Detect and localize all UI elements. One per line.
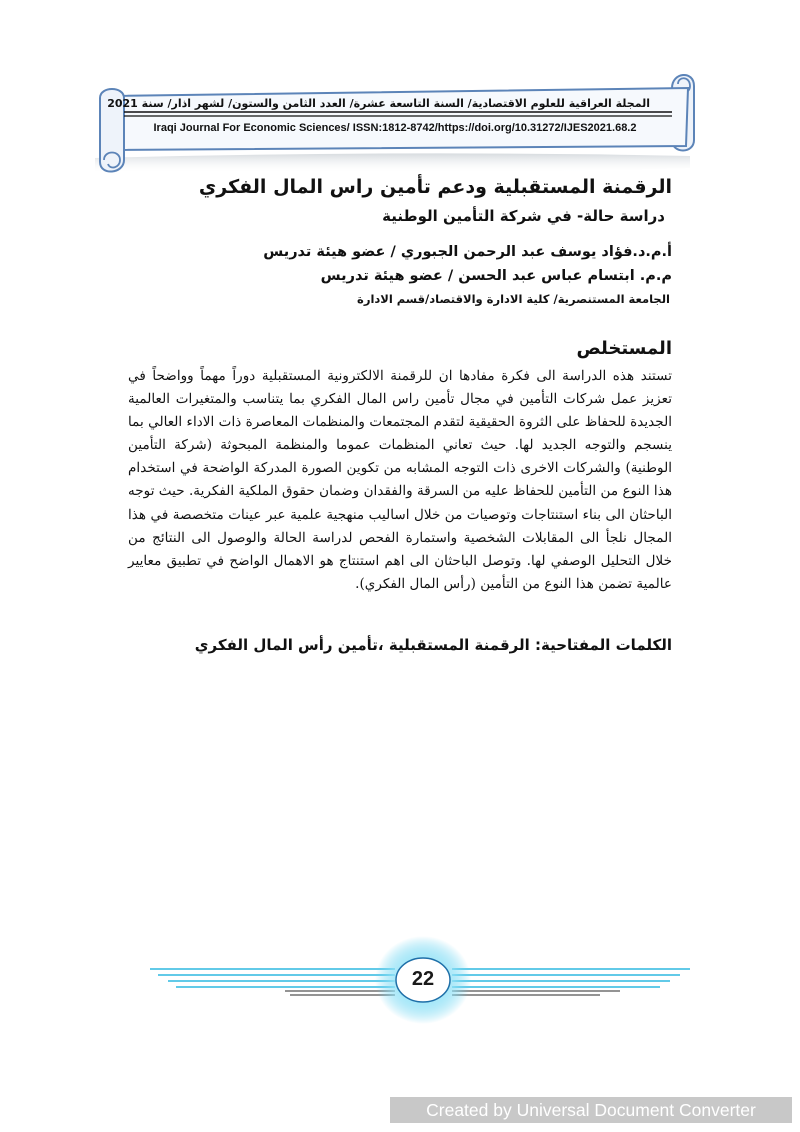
keywords: الكلمات المفتاحية: الرقمنة المستقبلية ،تأمين رأس المال الفكري (194, 636, 672, 654)
abstract-text: تستند هذه الدراسة الى فكرة مفادها ان للرقمنة الالكترونية المستقبلية دوراً مهماً وواضحاً في تعزيز عمل شركات التأمين في مجال تأمين راس المال الفكري بما يتناسب والمتغيرات العالمية الجديدة للحفاظ على الثروة الحقيقية لتقدم المجتمعات والمنظمات المعاصرة ذات الاداء العالي بما ينسجم والتوجه الجديد لها. حيث تعاني المنظمات عموما والمنظمة المبحوثة (شركة التأمين الوطنية) والشركات الاخرى ذات التوجه المشابه من تكوين الصورة المدركة الواضحة في استخدام هذا النوع من التأمين للحفاظ عليه من السرقة والفقدان وضمان حقوق الملكية الفكرية. حيث توجه الباحثان الى بناء استنتاجات وتوصيات من خلال اساليب منهجية علمية عبر عينات متخصصة في هذا المجال نلجأ الى المقابلات الشخصية واستمارة الفحص لدراسة الحالة والوصول الى النتائج من خلال التحليل الوصفي لها. وتوصل الباحثان الى اهم استنتاج هو الاهمال الواضح في تطبيق معايير عالمية تضمن هذا النوع من التأمين (رأس المال الفكري). (127, 368, 672, 592)
article-subtitle: دراسة حالة- في شركة التأمين الوطنية (382, 207, 665, 225)
author-1: أ.م.د.فؤاد يوسف عبد الرحمن الجبوري / عضو هيئة تدريس (263, 244, 672, 260)
author-2: م.م. ابتسام عباس عبد الحسن / عضو هيئة تدريس (320, 268, 672, 284)
journal-header-english: Iraqi Journal For Economic Sciences/ ISSN:1812-8742/https://doi.org/10.31272/IJES2021.68.2 (153, 122, 637, 134)
affiliation: الجامعة المستنصرية/ كلية الادارة والاقتصاد/قسم الادارة (357, 292, 670, 306)
article-title: الرقمنة المستقبلية ودعم تأمين راس المال الفكري (198, 176, 672, 198)
abstract-heading: المستخلص (576, 338, 672, 359)
journal-header-arabic: المجلة العراقية للعلوم الاقتصادية/ السنة التاسعة عشرة/ العدد الثامن والستون/ لشهر اذار/ سنة 2021 (107, 97, 650, 110)
converter-watermark: Created by Universal Document Converter (390, 1097, 792, 1123)
page-number: 22 (411, 968, 435, 990)
